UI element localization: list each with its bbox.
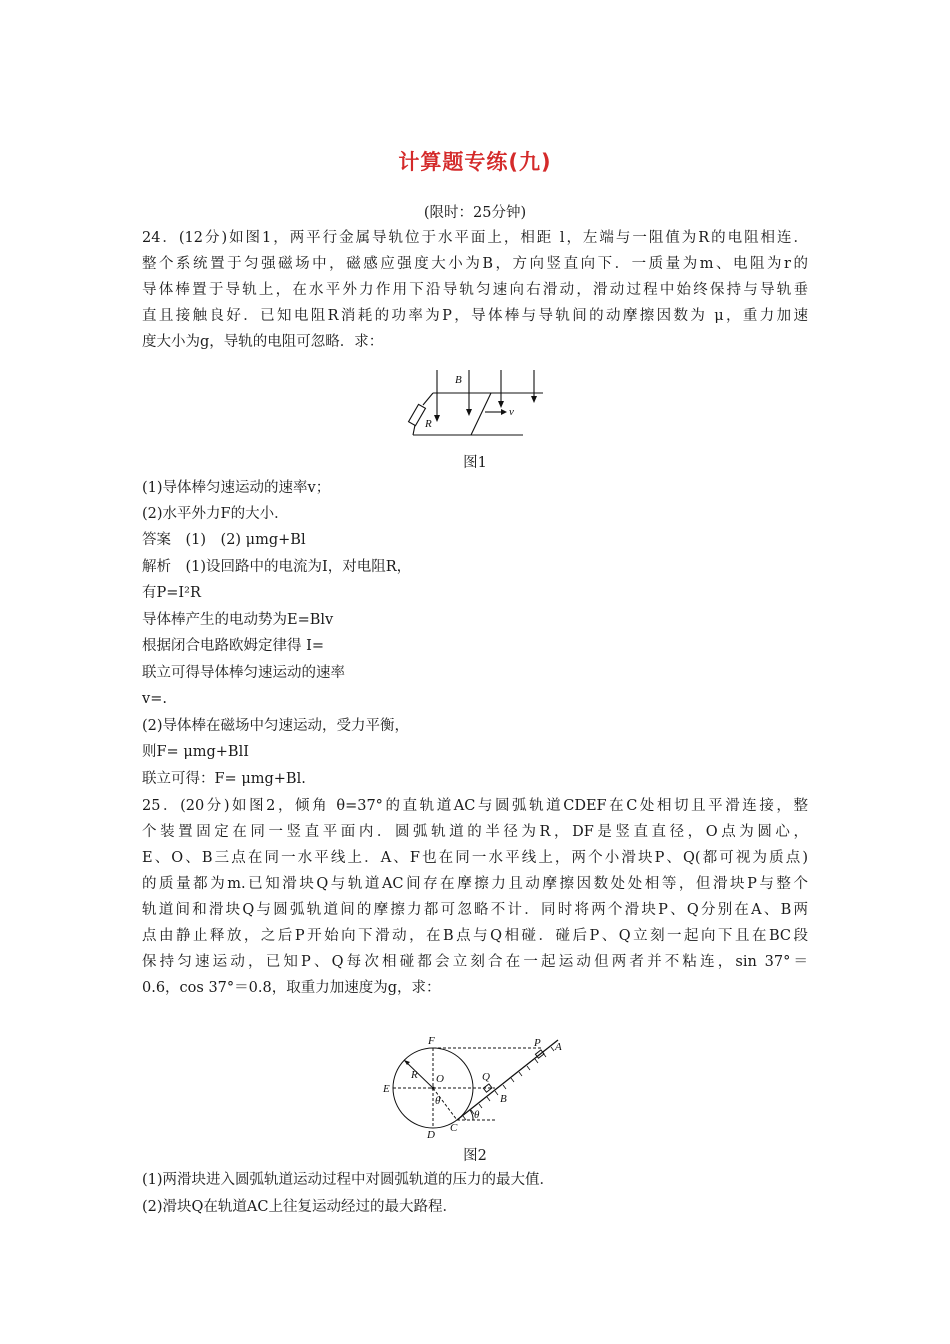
solution-line: v=. — [142, 691, 167, 707]
solution-line: 联立可得：F= μmg+Bl. — [142, 771, 306, 787]
label-C: C — [450, 1122, 458, 1134]
figure-2-caption: 图2 — [463, 1148, 487, 1164]
solution-line: 导体棒产生的电动势为E=Blv — [142, 612, 334, 628]
solution-line: 解析 (1)设回路中的电流为I，对电阻R， — [142, 559, 412, 575]
figure-1-caption: 图1 — [463, 455, 487, 471]
q25-question-1: (1)两滑块进入圆弧轨道运动过程中对圆弧轨道的压力的最大值． — [142, 1172, 555, 1188]
q24-question-2: (2)水平外力F的大小． — [142, 506, 289, 522]
label-theta-1: θ — [435, 1095, 441, 1107]
label-v: v — [509, 406, 514, 418]
page-title: 计算题专练(九) — [398, 150, 552, 174]
label-E: E — [383, 1083, 390, 1095]
solution-line: (2)导体棒在磁场中匀速运动，受力平衡， — [142, 718, 410, 734]
solution-line: 则F= μmg+BlI — [142, 744, 249, 760]
conductor-rod — [471, 393, 491, 435]
answer-line: 答案 (1) (2) μmg+Bl — [142, 532, 306, 548]
q25-line: 轨道间和滑块Q与圆弧轨道间的摩擦力都可忽略不计．同时将两个滑块P、Q分别在A、B两 — [142, 902, 808, 918]
solution-line: 根据闭合电路欧姆定律得 I= — [142, 638, 324, 654]
q24-line: 24．(12分)如图1，两平行金属导轨位于水平面上，相距 l，左端与一阻值为R的电阻相连． — [142, 230, 808, 246]
label-A: A — [555, 1041, 562, 1053]
q25-line: 25．(20分)如图2，倾角 θ=37°的直轨道AC与圆弧轨道CDEF在C处相切且平滑连接，整 — [142, 798, 808, 814]
q24-line: 整个系统置于匀强磁场中，磁感应强度大小为B，方向竖直向下．一质量为m、电阻为r的 — [142, 256, 808, 272]
q24-line: 导体棒置于导轨上，在水平外力作用下沿导轨匀速向右滑动，滑动过程中始终保持与导轨垂 — [142, 282, 808, 298]
label-O: O — [436, 1073, 444, 1085]
figure-2-track-diagram — [378, 1030, 568, 1140]
figure-1-rail-diagram — [405, 365, 545, 445]
solution-line: 有P=I²R — [142, 585, 201, 601]
q24-line: 直且接触良好．已知电阻R消耗的功率为P，导体棒与导轨间的动摩擦因数为 μ，重力加速 — [142, 308, 809, 324]
label-B: B — [455, 374, 462, 386]
label-P: P — [534, 1037, 541, 1049]
resistor-symbol — [409, 404, 426, 425]
label-theta-2: θ — [474, 1109, 480, 1121]
label-Q: Q — [482, 1071, 490, 1083]
resistor-wire-bottom — [413, 425, 415, 435]
q25-line: 保持匀速运动，已知P、Q每次相碰都会立刻合在一起运动但两者并不粘连，sin 37°＝ — [142, 954, 808, 970]
q25-line: E、O、B三点在同一水平线上．A、F也在同一水平线上，两个小滑块P、Q(都可视为质点) — [142, 850, 808, 866]
solution-line: 联立可得导体棒匀速运动的速率 — [142, 665, 345, 681]
label-R: R — [425, 418, 432, 430]
q25-line: 0.6，cos 37°＝0.8，取重力加速度为g，求： — [142, 980, 441, 996]
q24-line: 度大小为g，导轨的电阻可忽略．求： — [142, 334, 384, 350]
resistor-wire-top — [423, 393, 433, 405]
time-limit: (限时：25分钟) — [423, 205, 527, 221]
label-D: D — [427, 1129, 435, 1140]
radius-R — [404, 1060, 433, 1088]
q25-line: 个装置固定在同一竖直平面内．圆弧轨道的半径为R，DF是竖直直径，O点为圆心， — [142, 824, 808, 840]
label-R: R — [411, 1069, 418, 1081]
q25-line: 的质量都为m.已知滑块Q与轨道AC间存在摩擦力且动摩擦因数处处相等，但滑块P与整个 — [142, 876, 808, 892]
label-B: B — [500, 1093, 507, 1105]
q25-line: 点由静止释放，之后P开始向下滑动，在B点与Q相碰．碰后P、Q立刻一起向下且在BC段 — [142, 928, 808, 944]
q25-question-2: (2)滑块Q在轨道AC上往复运动经过的最大路程． — [142, 1199, 457, 1215]
q24-question-1: (1)导体棒匀速运动的速率v； — [142, 480, 331, 496]
label-F: F — [428, 1035, 435, 1047]
